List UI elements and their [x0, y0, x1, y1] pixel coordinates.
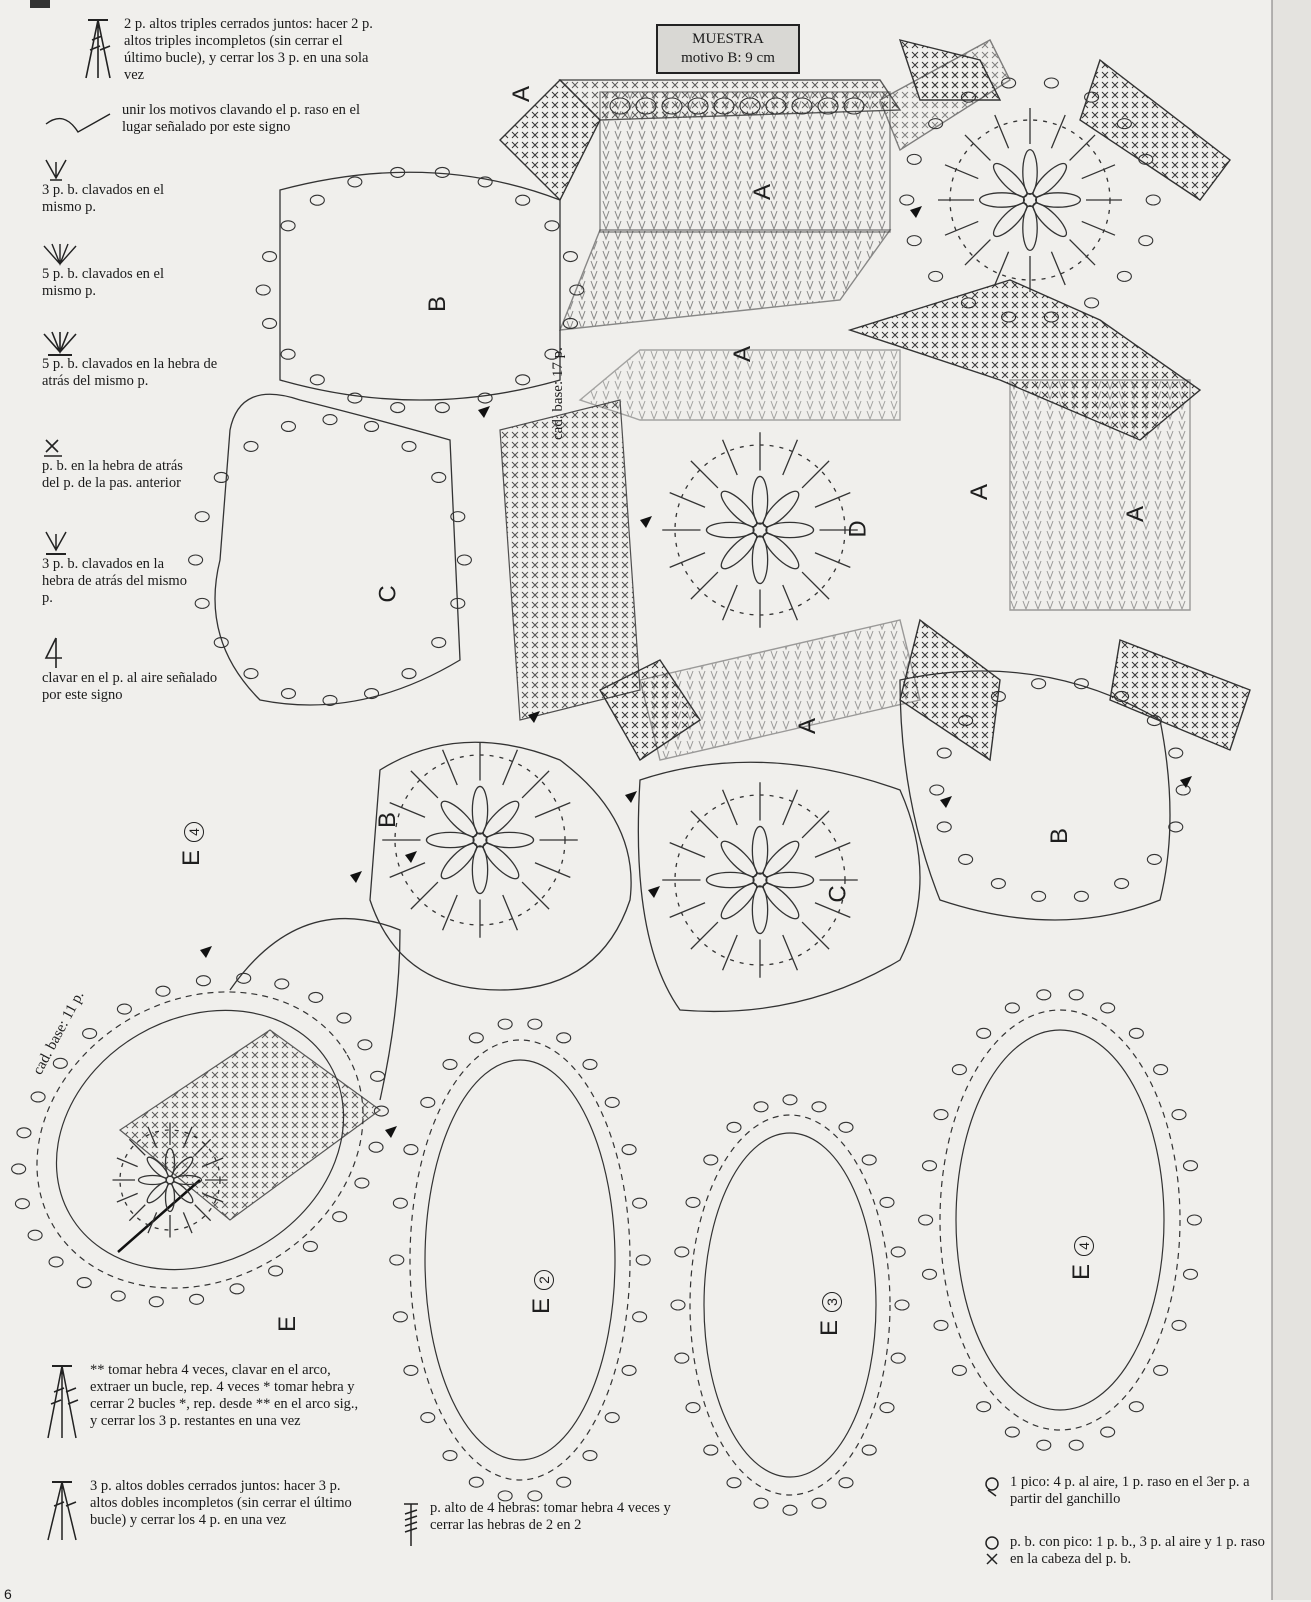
- chain-loop: [310, 195, 324, 205]
- motif-letter: A: [508, 85, 536, 103]
- motif-letter: E: [178, 849, 206, 867]
- chain-loop: [633, 1198, 647, 1208]
- chain-loop: [862, 1155, 876, 1165]
- motif-letter: B: [1046, 827, 1074, 845]
- legend-item-5sc-back: [42, 330, 237, 390]
- chain-loop: [281, 221, 295, 231]
- chain-loop: [675, 1353, 689, 1363]
- chain-loop: [862, 1445, 876, 1455]
- chain-loop: [686, 1403, 700, 1413]
- chain-loop: [348, 393, 362, 403]
- motif-number-badge: 3: [822, 1292, 842, 1312]
- chain-loop: [421, 1413, 435, 1423]
- chain-loop: [516, 195, 530, 205]
- flower-motif: [938, 108, 1122, 292]
- legend-text: clavar en el p. al aire señalado por este signo: [42, 670, 218, 703]
- chain-loop: [605, 1413, 619, 1423]
- chain-loop: [1005, 1427, 1019, 1437]
- three-sc-back-loop-icon: [42, 530, 72, 556]
- chain-loop: [77, 1278, 91, 1288]
- chain-loop: [812, 1498, 826, 1508]
- chain-loop: [333, 1212, 347, 1222]
- picot-icon: [982, 1474, 1002, 1498]
- chain-loop: [1146, 195, 1160, 205]
- motif-label-c: [375, 585, 403, 602]
- chain-loop: [563, 252, 577, 262]
- chain-loop: [1037, 1440, 1051, 1450]
- chain-loop: [355, 1178, 369, 1188]
- chain-loop: [1187, 1215, 1201, 1225]
- chain-loop: [1005, 1003, 1019, 1013]
- chain-loop: [812, 1102, 826, 1112]
- chain-loop: [469, 1477, 483, 1487]
- chain-loop: [117, 1004, 131, 1014]
- chain-loop: [923, 1269, 937, 1279]
- chain-loop: [402, 669, 416, 679]
- legend-text: unir los motivos clavando el p. raso en el lugar señalado por este signo: [122, 102, 360, 135]
- chain-loop: [528, 1019, 542, 1029]
- legend-text: 3 p. altos dobles cerrados juntos: hacer 3 p. altos dobles incompletos (sin cerrar el último bucle) y cerrar los 4 p. en una vez: [90, 1478, 352, 1528]
- legend-item-quad-treble: [400, 1500, 700, 1548]
- legend-item-picot: [982, 1474, 1272, 1508]
- chain-loop: [937, 822, 951, 832]
- chain-loop: [686, 1197, 700, 1207]
- five-sc-back-loop-icon: [42, 330, 78, 356]
- chain-loop: [727, 1122, 741, 1132]
- chain-loop: [1101, 1427, 1115, 1437]
- chain-loop: [390, 1255, 404, 1265]
- chain-loop: [727, 1478, 741, 1488]
- chain-loop: [952, 1365, 966, 1375]
- chain-loop: [196, 976, 210, 986]
- motif-label-a: [729, 346, 757, 362]
- chain-loop: [1147, 854, 1161, 864]
- chain-loop: [281, 689, 295, 699]
- motif-label-b: [1046, 828, 1074, 844]
- chain-loop: [12, 1164, 26, 1174]
- chain-loop: [310, 375, 324, 385]
- chain-loop: [977, 1028, 991, 1038]
- chain-loop: [622, 1365, 636, 1375]
- motif-label-b: [374, 812, 402, 828]
- chain-loop: [923, 1161, 937, 1171]
- motif-number-badge: 4: [1074, 1236, 1094, 1256]
- sample-subtitle: motivo B: 9 cm: [681, 50, 775, 66]
- chain-loop: [1183, 1269, 1197, 1279]
- motif-letter: B: [374, 811, 402, 829]
- motif-number-badge: 2: [534, 1270, 554, 1290]
- chain-loop: [891, 1353, 905, 1363]
- chain-loop: [895, 1300, 909, 1310]
- chain-loop: [244, 441, 258, 451]
- legend-item-multi-cluster: [42, 1362, 362, 1442]
- chain-loop: [421, 1097, 435, 1107]
- chain-loop: [934, 1110, 948, 1120]
- legend-text: 5 p. b. clavados en el mismo p.: [42, 266, 165, 299]
- chain-loop: [281, 349, 295, 359]
- chain-loop: [1032, 891, 1046, 901]
- motif-label-e: [1068, 1236, 1096, 1280]
- double-cluster-icon: [42, 1478, 82, 1544]
- chain-loop: [402, 441, 416, 451]
- chain-loop: [930, 785, 944, 795]
- chain-loop: [263, 252, 277, 262]
- flower-motif: [662, 782, 858, 978]
- motif-label-c: [825, 885, 853, 902]
- chain-loop: [337, 1013, 351, 1023]
- motif-letter: E: [816, 1319, 844, 1337]
- legend-item-insert-chain: [42, 636, 237, 704]
- chain-loop: [404, 1365, 418, 1375]
- chain-loop: [49, 1257, 63, 1267]
- chain-loop: [891, 1247, 905, 1257]
- chain-loop: [15, 1199, 29, 1209]
- motif-label-d: [845, 520, 873, 537]
- chain-loop: [1129, 1402, 1143, 1412]
- chain-loop: [622, 1145, 636, 1155]
- chain-loop: [281, 421, 295, 431]
- chain-loop: [457, 555, 471, 565]
- chain-loop: [393, 1198, 407, 1208]
- chain-loop: [959, 854, 973, 864]
- chain-loop: [348, 177, 362, 187]
- base-chain-note: cad. base: 17 p.: [550, 347, 566, 440]
- chain-loop: [230, 1284, 244, 1294]
- legend-text: 3 p. b. clavados en la hebra de atrás del mismo p.: [42, 556, 187, 606]
- chain-loop: [1069, 1440, 1083, 1450]
- motif-letter: A: [794, 717, 822, 735]
- legend-text: 2 p. altos triples cerrados juntos: hacer 2 p. altos triples incompletos (sin cerrar el último bucle), y cerrar los 3 p. en una sola vez: [124, 16, 373, 83]
- chain-loop: [1172, 1320, 1186, 1330]
- chain-loop: [1115, 879, 1129, 889]
- chain-loop: [900, 195, 914, 205]
- chain-loop: [365, 421, 379, 431]
- chain-loop: [391, 403, 405, 413]
- chain-loop: [991, 879, 1005, 889]
- chain-loop: [671, 1300, 685, 1310]
- chain-loop: [704, 1155, 718, 1165]
- chain-loop: [269, 1266, 283, 1276]
- chain-loop: [583, 1451, 597, 1461]
- legend-item-3sc-back: [42, 530, 237, 607]
- legend-item-triple-cluster: [80, 16, 380, 84]
- motif-label-a: [966, 484, 994, 500]
- chain-loop: [393, 1312, 407, 1322]
- sc-picot-icon: [982, 1534, 1002, 1566]
- chain-loop: [443, 1451, 457, 1461]
- three-sc-icon: [42, 158, 72, 182]
- chain-loop: [675, 1247, 689, 1257]
- legend-text: ** tomar hebra 4 veces, clavar en el arco, extraer un bucle, rep. 4 veces * tomar hebra y cerrar 2 bucles *, rep. desde ** en el arco sig., y cerrar los 3 p. restantes en una vez: [90, 1362, 359, 1429]
- chain-loop: [432, 472, 446, 482]
- chain-loop: [1172, 1110, 1186, 1120]
- chain-loop: [880, 1403, 894, 1413]
- chain-loop: [263, 318, 277, 328]
- chain-loop: [754, 1498, 768, 1508]
- chain-loop: [1037, 990, 1051, 1000]
- chain-loop: [404, 1145, 418, 1155]
- motif-label-a: [749, 184, 777, 200]
- multi-cluster-icon: [42, 1362, 82, 1442]
- legend-text: 3 p. b. clavados en el mismo p.: [42, 182, 165, 215]
- page-number: 6: [4, 1586, 12, 1602]
- chain-loop: [907, 154, 921, 164]
- chain-loop: [435, 403, 449, 413]
- motif-label-b: [424, 296, 452, 312]
- chain-loop: [880, 1197, 894, 1207]
- motif-letter: B: [424, 295, 452, 313]
- sc-back-loop-icon: [42, 436, 66, 458]
- chain-loop: [783, 1505, 797, 1515]
- legend-item-join: [44, 102, 384, 142]
- chain-loop: [309, 992, 323, 1002]
- legend-item-5sc: [42, 242, 237, 300]
- chain-loop: [605, 1097, 619, 1107]
- chain-loop: [1069, 990, 1083, 1000]
- motif-label-e: [816, 1292, 844, 1336]
- legend-item-3sc: [42, 158, 237, 216]
- motif-label-e: [178, 822, 206, 866]
- motif-letter: A: [729, 345, 757, 363]
- chain-loop: [371, 1071, 385, 1081]
- chain-loop: [633, 1312, 647, 1322]
- base-chain-note: cad. base: 11 p.: [30, 988, 88, 1078]
- chain-loop: [516, 375, 530, 385]
- motif-label-a: [508, 86, 536, 102]
- chain-loop: [111, 1291, 125, 1301]
- chain-loop: [1117, 271, 1131, 281]
- triple-cluster-icon: [80, 16, 116, 82]
- chain-loop: [244, 669, 258, 679]
- chain-loop: [783, 1095, 797, 1105]
- chain-loop: [31, 1092, 45, 1102]
- motif-letter: E: [528, 1297, 556, 1315]
- legend-text: 1 pico: 4 p. al aire, 1 p. raso en el 3er p. a partir del ganchillo: [1010, 1474, 1250, 1507]
- chain-loop: [83, 1029, 97, 1039]
- legend-item-double-cluster: [42, 1478, 362, 1544]
- motif-label-a: [1122, 506, 1150, 522]
- motif-letter: E: [1068, 1263, 1096, 1281]
- motif-label-e: [528, 1270, 556, 1314]
- chain-loop: [469, 1033, 483, 1043]
- chain-loop: [1183, 1161, 1197, 1171]
- motif-letter: D: [844, 520, 872, 538]
- legend-text: p. alto de 4 hebras: tomar hebra 4 veces y cerrar las hebras de 2 en 2: [430, 1500, 671, 1533]
- chain-loop: [636, 1255, 650, 1265]
- chain-loop: [557, 1477, 571, 1487]
- chain-loop: [557, 1033, 571, 1043]
- motif-label-e: [274, 1316, 302, 1332]
- chain-loop: [498, 1019, 512, 1029]
- legend-text: 5 p. b. clavados en la hebra de atrás del mismo p.: [42, 356, 218, 389]
- chain-loop: [934, 1320, 948, 1330]
- chain-loop: [839, 1478, 853, 1488]
- chain-loop: [1139, 236, 1153, 246]
- chain-loop: [358, 1040, 372, 1050]
- chain-loop: [303, 1241, 317, 1251]
- chain-loop: [1154, 1365, 1168, 1375]
- chain-loop: [1032, 679, 1046, 689]
- chain-loop: [1169, 822, 1183, 832]
- chain-loop: [919, 1215, 933, 1225]
- join-stitch-icon: [44, 102, 114, 142]
- quad-treble-icon: [400, 1500, 422, 1548]
- legend-text: p. b. con pico: 1 p. b., 3 p. al aire y 1 p. raso en la cabeza del p. b.: [1010, 1534, 1265, 1567]
- chain-loop: [156, 986, 170, 996]
- legend-item-sc-picot: [982, 1534, 1272, 1568]
- chain-loop: [937, 748, 951, 758]
- chain-loop: [1154, 1065, 1168, 1075]
- chain-loop: [583, 1059, 597, 1069]
- chain-loop: [952, 1065, 966, 1075]
- legend-item-sc-back: [42, 436, 237, 492]
- chain-loop: [704, 1445, 718, 1455]
- chain-loop: [17, 1128, 31, 1138]
- chain-loop: [839, 1122, 853, 1132]
- chain-loop: [1074, 891, 1088, 901]
- chain-loop: [1129, 1028, 1143, 1038]
- chain-loop: [149, 1297, 163, 1307]
- chain-loop: [28, 1230, 42, 1240]
- motif-number-badge: 4: [184, 822, 204, 842]
- insert-chain-icon: [42, 636, 64, 670]
- legend-text: p. b. en la hebra de atrás del p. de la pas. anterior: [42, 458, 183, 491]
- five-sc-icon: [42, 242, 78, 266]
- flower-motif: [382, 742, 578, 938]
- motif-letter: C: [824, 885, 852, 903]
- motif-letter: E: [274, 1315, 302, 1333]
- chain-loop: [1101, 1003, 1115, 1013]
- chain-loop: [977, 1402, 991, 1412]
- flower-motif: [662, 432, 858, 628]
- motif-letter: A: [966, 483, 994, 501]
- flower-motif: [113, 1123, 228, 1238]
- chain-loop: [369, 1142, 383, 1152]
- chain-loop: [1044, 78, 1058, 88]
- chain-loop: [1085, 298, 1099, 308]
- chain-loop: [1176, 785, 1190, 795]
- chain-loop: [190, 1294, 204, 1304]
- chain-loop: [435, 167, 449, 177]
- motif-label-a: [794, 718, 822, 734]
- chain-loop: [53, 1058, 67, 1068]
- chain-loop: [754, 1102, 768, 1112]
- sample-box: [656, 24, 800, 74]
- sample-title: MUESTRA: [692, 31, 764, 47]
- motif-letter: C: [374, 585, 402, 603]
- chain-loop: [256, 285, 270, 295]
- chain-loop: [545, 221, 559, 231]
- chain-loop: [907, 236, 921, 246]
- chain-loop: [1169, 748, 1183, 758]
- motif-letter: A: [749, 183, 777, 201]
- chain-loop: [195, 512, 209, 522]
- chain-loop: [478, 393, 492, 403]
- chain-loop: [432, 638, 446, 648]
- chain-loop: [323, 415, 337, 425]
- chain-loop: [443, 1059, 457, 1069]
- motif-letter: A: [1122, 505, 1150, 523]
- chain-loop: [929, 271, 943, 281]
- chain-loop: [275, 979, 289, 989]
